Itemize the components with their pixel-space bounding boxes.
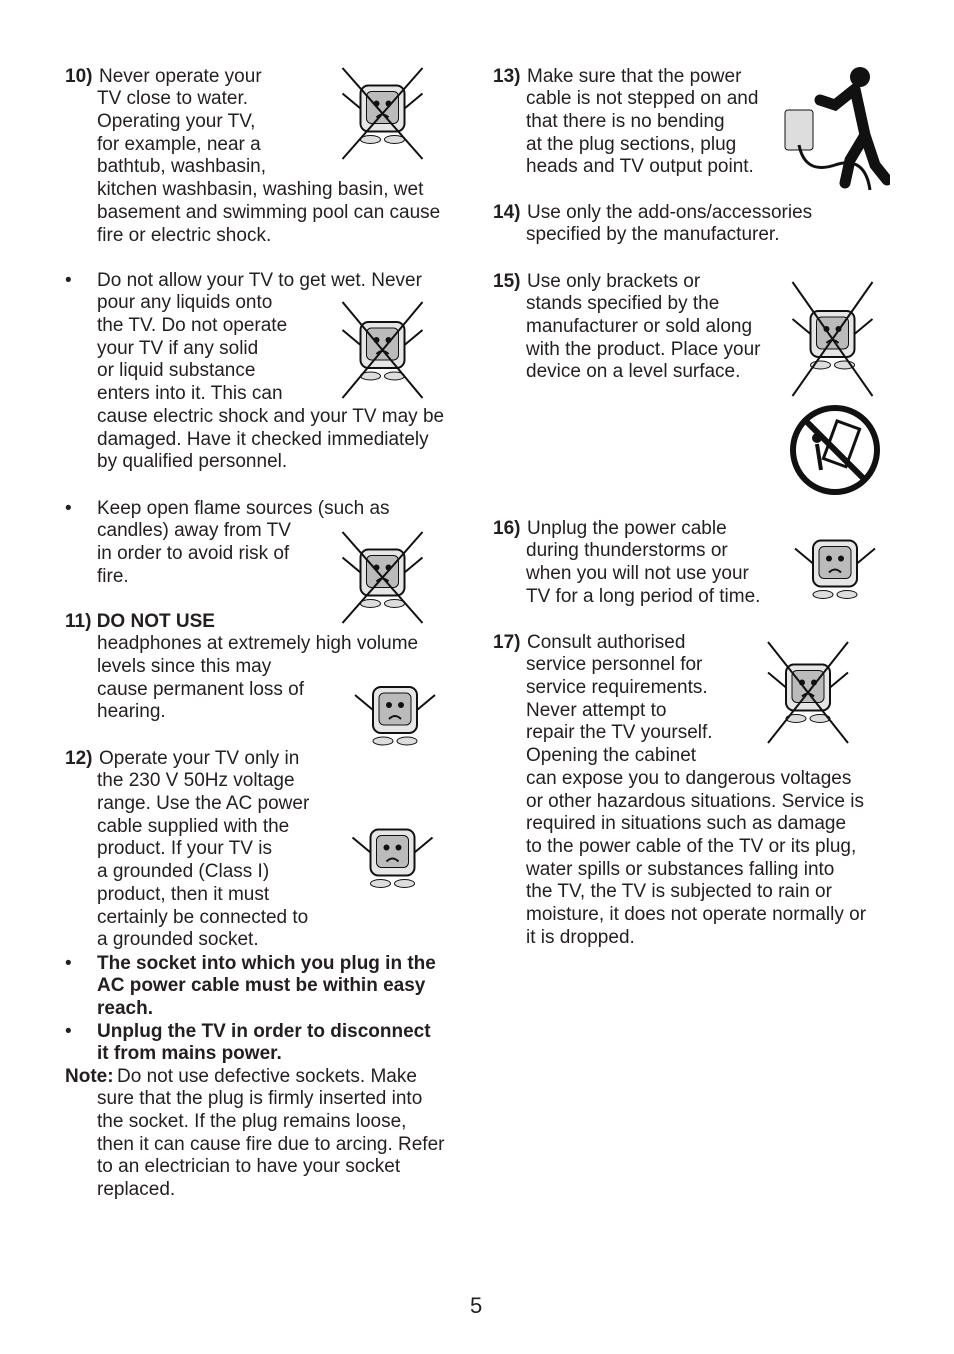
text-line: bathtub, washbasin, bbox=[97, 156, 267, 178]
text-line: service requirements. bbox=[526, 677, 708, 699]
text-line: required in situations such as damage bbox=[526, 813, 847, 835]
text-line: Do not use defective sockets. Make bbox=[117, 1065, 417, 1087]
text-line: the TV, the TV is subjected to rain or bbox=[526, 881, 832, 903]
text-line: damaged. Have it checked immediately bbox=[97, 428, 429, 450]
text-line: the 230 V 50Hz voltage bbox=[97, 770, 295, 792]
text-line: to the power cable of the TV or its plug, bbox=[526, 835, 857, 857]
text-line: Operate your TV only in bbox=[99, 747, 300, 769]
bullet-icon: • bbox=[65, 269, 72, 291]
text-line: product, then it must bbox=[97, 883, 270, 905]
text-line: The socket into which you plug in the bbox=[97, 952, 436, 974]
text-line: by qualified personnel. bbox=[97, 451, 288, 473]
item-label: 10) bbox=[65, 65, 93, 87]
text-line: Use only brackets or bbox=[527, 270, 701, 292]
bullet-icon: • bbox=[65, 497, 72, 519]
tv-flame-warning-illustration bbox=[305, 530, 460, 625]
text-line: Do not allow your TV to get wet. Never bbox=[97, 269, 422, 291]
item-label: 16) bbox=[493, 517, 521, 539]
text-line: hearing. bbox=[97, 701, 166, 723]
text-line: enters into it. This can bbox=[97, 383, 283, 405]
item-label: 17) bbox=[493, 631, 521, 653]
text-line: at the plug sections, plug bbox=[526, 133, 737, 155]
text-line: the socket. If the plug remains loose, bbox=[97, 1111, 407, 1133]
text-line: moisture, it does not operate normally or bbox=[526, 904, 867, 926]
tv-stand-illustration bbox=[785, 280, 880, 398]
text-line: a grounded (Class I) bbox=[97, 861, 270, 883]
page-number: 5 bbox=[470, 1293, 483, 1318]
text-line: replaced. bbox=[97, 1179, 176, 1201]
text-line: range. Use the AC power bbox=[97, 793, 310, 815]
text-line: Never operate your bbox=[99, 65, 262, 87]
text-line: can expose you to dangerous voltages bbox=[526, 767, 852, 789]
text-line: during thunderstorms or bbox=[526, 540, 728, 562]
item-label: 14) bbox=[493, 201, 521, 223]
text-line: TV for a long period of time. bbox=[526, 585, 761, 607]
tv-headphones-illustration bbox=[330, 665, 460, 765]
text-line: with the product. Place your bbox=[526, 338, 761, 360]
text-line: cable is not stepped on and bbox=[526, 88, 759, 110]
item-label: 13) bbox=[493, 65, 521, 87]
text-line: Unplug the TV in order to disconnect bbox=[97, 1020, 431, 1042]
tv-water-warning-illustration bbox=[305, 66, 460, 161]
text-line: device on a level surface. bbox=[526, 361, 741, 383]
item-label: 12) bbox=[65, 747, 93, 769]
text-line: then it can cause fire due to arcing. Refer bbox=[97, 1133, 445, 1155]
text-line: fire. bbox=[97, 565, 129, 587]
bullet-icon: • bbox=[65, 952, 72, 974]
text-line: Make sure that the power bbox=[527, 65, 742, 87]
text-line: Operating your TV, bbox=[97, 111, 256, 133]
text-line: a grounded socket. bbox=[97, 929, 259, 951]
text-line: Never attempt to bbox=[526, 699, 667, 721]
text-line: to an electrician to have your socket bbox=[97, 1156, 401, 1178]
text-line: fire or electric shock. bbox=[97, 224, 272, 246]
text-line: water spills or substances falling into bbox=[526, 858, 835, 880]
text-line: it is dropped. bbox=[526, 926, 635, 948]
text-line: headphones at extremely high volume bbox=[97, 633, 419, 655]
text-line: heads and TV output point. bbox=[526, 156, 754, 178]
text-line: when you will not use your bbox=[526, 563, 749, 585]
text-line: repair the TV yourself. bbox=[526, 722, 713, 744]
text-line: levels since this may bbox=[97, 656, 272, 678]
text-line: manufacturer or sold along bbox=[526, 316, 753, 338]
text-line: Unplug the power cable bbox=[527, 517, 727, 539]
text-line: reach. bbox=[97, 998, 153, 1020]
text-line: in order to avoid risk of bbox=[97, 543, 290, 565]
text-line: Use only the add-ons/accessories bbox=[527, 201, 813, 223]
text-line: certainly be connected to bbox=[97, 906, 309, 928]
cable-stepping-illustration bbox=[775, 65, 890, 195]
text-line: or liquid substance bbox=[97, 360, 256, 382]
tv-rain-warning-illustration bbox=[305, 300, 460, 400]
text-line: AC power cable must be within easy bbox=[97, 975, 426, 997]
text-line: pour any liquids onto bbox=[97, 292, 273, 314]
item-label: Note: bbox=[65, 1065, 114, 1087]
text-line: cable supplied with the bbox=[97, 815, 290, 837]
text-line: the TV. Do not operate bbox=[97, 315, 288, 337]
text-line: candles) away from TV bbox=[97, 520, 291, 542]
bullet-icon: • bbox=[65, 1020, 72, 1042]
text-line: sure that the plug is firmly inserted into bbox=[97, 1088, 423, 1110]
text-line: or other hazardous situations. Service is bbox=[526, 790, 864, 812]
thunderstorm-unplug-illustration bbox=[783, 515, 887, 622]
text-line: Opening the cabinet bbox=[526, 745, 697, 767]
text-line: stands specified by the bbox=[526, 293, 720, 315]
text-line: specified by the manufacturer. bbox=[526, 224, 780, 246]
tv-repair-warning-illustration bbox=[728, 640, 888, 745]
text-line: Consult authorised bbox=[527, 631, 686, 653]
text-line: Keep open flame sources (such as bbox=[97, 497, 390, 519]
item-label: 15) bbox=[493, 270, 521, 292]
text-line: it from mains power. bbox=[97, 1043, 282, 1065]
text-line: cause electric shock and your TV may be bbox=[97, 405, 445, 427]
cart-tipover-prohibition-illustration bbox=[790, 405, 880, 495]
text-line: basement and swimming pool can cause bbox=[97, 201, 441, 223]
text-line: that there is no bending bbox=[526, 111, 725, 133]
text-line: cause permanent loss of bbox=[97, 678, 305, 700]
text-line: TV close to water. bbox=[97, 88, 249, 110]
text-line: kitchen washbasin, washing basin, wet bbox=[97, 179, 424, 201]
text-line: product. If your TV is bbox=[97, 838, 272, 860]
text-line: service personnel for bbox=[526, 654, 703, 676]
text-line: your TV if any solid bbox=[97, 337, 259, 359]
item-label: 11) DO NOT USE bbox=[65, 610, 215, 632]
tv-socket-illustration bbox=[325, 805, 460, 910]
text-line: for example, near a bbox=[97, 133, 261, 155]
